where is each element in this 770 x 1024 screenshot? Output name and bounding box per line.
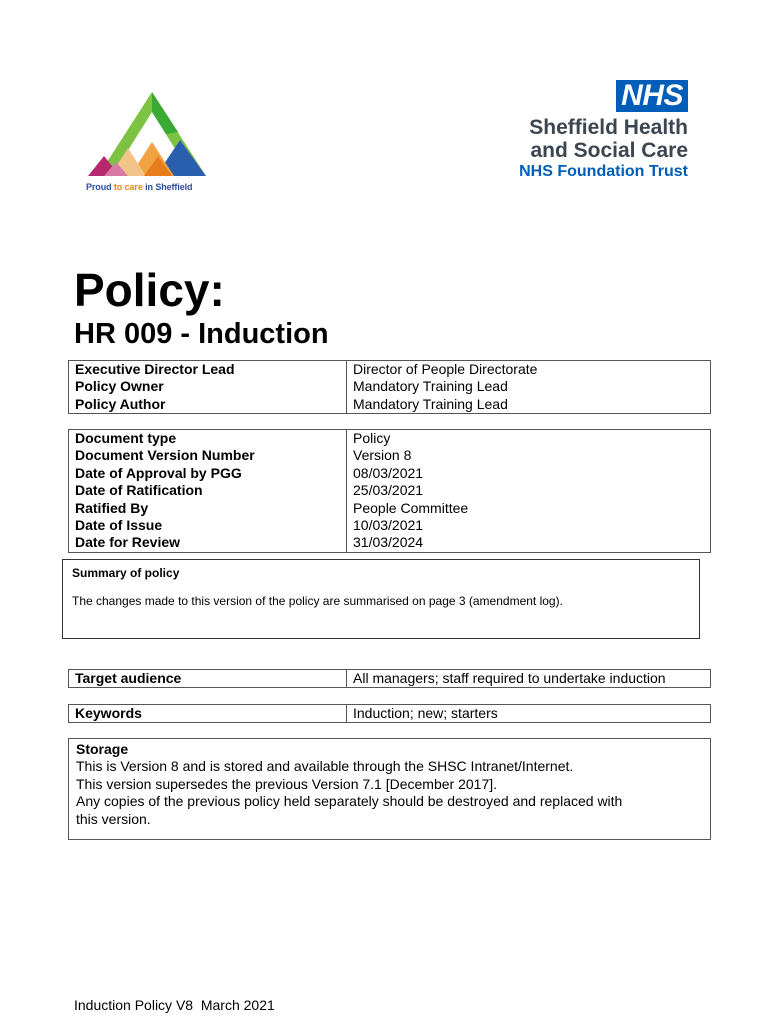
org-name-line3: NHS Foundation Trust — [519, 163, 688, 180]
value-policy-owner: Mandatory Training Lead — [353, 378, 508, 395]
label-policy-owner: Policy Owner — [75, 378, 164, 395]
value-ratified-by: People Committee — [353, 499, 469, 516]
storage-line: Any copies of the previous policy held separately should be destroyed and replaced with — [76, 793, 623, 810]
summary-heading: Summary of policy — [72, 566, 180, 580]
storage-line: This is Version 8 and is stored and available through the SHSC Intranet/Internet. — [76, 758, 574, 775]
keywords-value — [347, 705, 711, 723]
label-document-type: Document type — [75, 430, 177, 446]
page-footer: Induction Policy V8 March 2021 — [74, 997, 275, 1013]
nhs-trust-logo — [468, 80, 688, 190]
triangle-logo-icon — [82, 90, 212, 182]
storage-box — [68, 738, 711, 840]
summary-text: The changes made to this version of the policy are summarised on page 3 (amendment log). — [72, 594, 563, 608]
document-values — [347, 430, 711, 553]
keywords-value-text: Induction; new; starters — [353, 705, 498, 721]
value-issue-date: 10/03/2021 — [353, 517, 424, 534]
storage-heading: Storage — [76, 741, 129, 757]
label-review-date: Date for Review — [75, 534, 181, 551]
org-name-line2: and Social Care — [530, 139, 688, 162]
keywords-label — [69, 705, 347, 723]
logo-caption: Proud to care in Sheffield — [86, 182, 193, 192]
audience-table — [68, 669, 711, 688]
value-policy-author: Mandatory Training Lead — [353, 395, 508, 412]
ownership-table — [68, 360, 711, 414]
storage-line: This version supersedes the previous Version 7.1 [December 2017]. — [76, 775, 498, 792]
page-title: Policy: — [74, 264, 225, 316]
label-approval-date: Date of Approval by PGG — [75, 464, 242, 481]
keywords-table — [68, 704, 711, 723]
label-version-number: Document Version Number — [75, 447, 255, 464]
value-ratification-date: 25/03/2021 — [353, 482, 424, 499]
org-name-line1: Sheffield Health — [529, 116, 688, 139]
audience-label-text: Target audience — [75, 670, 182, 686]
label-issue-date: Date of Issue — [75, 517, 163, 534]
proud-to-care-logo — [82, 90, 212, 198]
audience-label — [69, 670, 347, 688]
keywords-label-text: Keywords — [75, 705, 142, 721]
audience-value — [347, 670, 711, 688]
label-ratification-date: Date of Ratification — [75, 482, 203, 499]
value-approval-date: 08/03/2021 — [353, 464, 424, 481]
value-executive-director-lead: Director of People Directorate — [353, 361, 538, 377]
document-details-table — [68, 429, 711, 553]
value-review-date: 31/03/2024 — [353, 534, 424, 551]
value-document-type: Policy — [353, 430, 391, 446]
audience-value-text: All managers; staff required to undertake induction — [353, 670, 666, 686]
value-version-number: Version 8 — [353, 447, 412, 464]
ownership-labels — [69, 361, 347, 414]
storage-line: this version. — [76, 810, 151, 827]
policy-subtitle: HR 009 - Induction — [74, 318, 329, 350]
label-ratified-by: Ratified By — [75, 499, 149, 516]
ownership-values — [347, 361, 711, 414]
label-executive-director-lead: Executive Director Lead — [75, 361, 235, 377]
summary-box — [62, 559, 700, 639]
label-policy-author: Policy Author — [75, 395, 166, 412]
nhs-badge: NHS — [616, 80, 688, 112]
document-labels — [69, 430, 347, 553]
